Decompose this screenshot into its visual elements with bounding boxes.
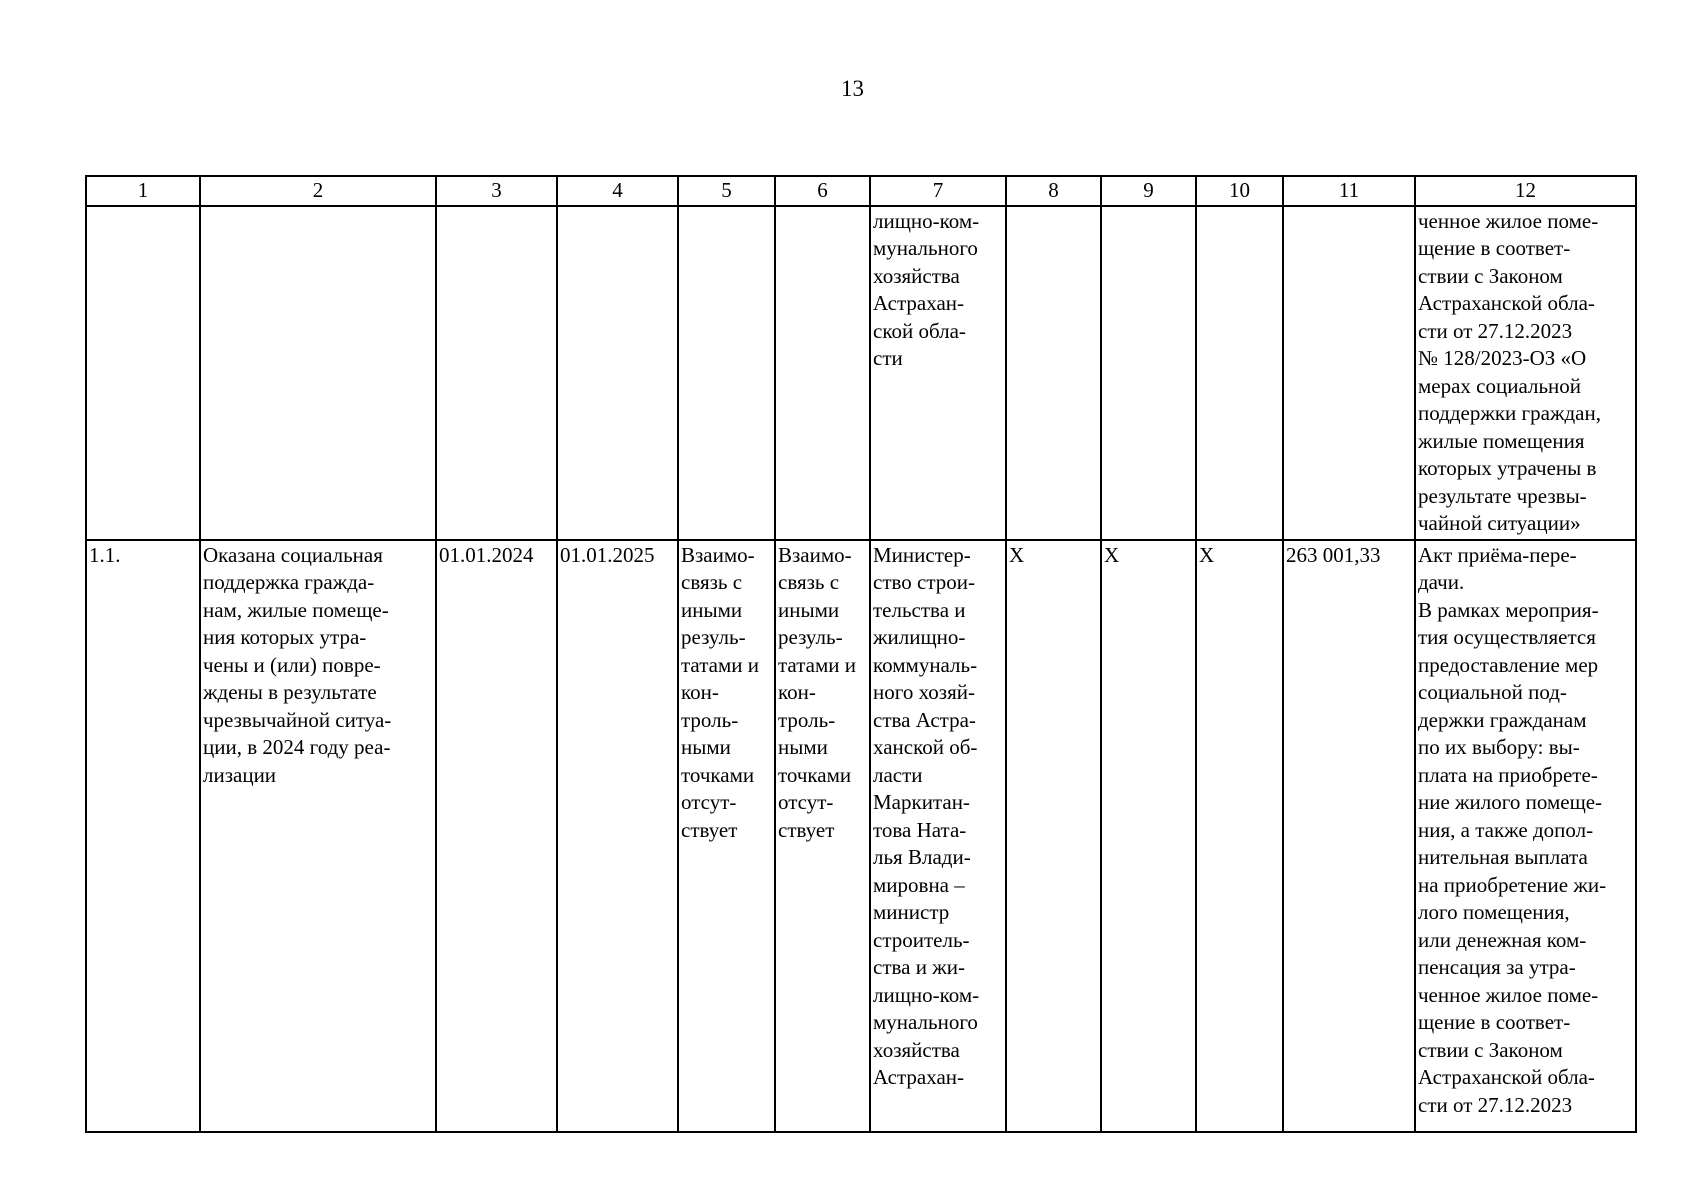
text-line: Оказана социальная — [203, 542, 383, 567]
text-line: иными — [778, 597, 840, 622]
x-mark-cell: X — [1196, 540, 1283, 1132]
text-line: нам, жилые помеще- — [203, 597, 389, 622]
text-line: жилищно- — [873, 625, 966, 649]
column-header: 9 — [1101, 176, 1196, 206]
column-header: 11 — [1283, 176, 1415, 206]
text-line: сти — [873, 346, 903, 370]
text-line: тия осуществляется — [1418, 625, 1596, 649]
text-line: точками — [681, 762, 755, 787]
text-line: ченное жилое поме- — [1418, 208, 1599, 233]
text-line: татами и — [778, 652, 856, 677]
text-line: ние жилого помеще- — [1418, 790, 1603, 814]
text-line: ства и жи- — [873, 955, 965, 979]
text-line: татами и — [681, 652, 759, 677]
table-header-row — [86, 176, 1636, 206]
table-cell — [86, 206, 200, 540]
text-line: Астрахан- — [873, 1065, 964, 1089]
text-line: ния, а также допол- — [1418, 817, 1594, 842]
text-line: лизации — [203, 762, 277, 787]
text-line: отсут- — [681, 790, 737, 814]
text-line: связь с — [681, 570, 743, 594]
responsible-continued-cell — [870, 206, 1006, 540]
table-row-continued — [86, 206, 1636, 540]
x-mark-cell: X — [1101, 540, 1196, 1132]
text-line: поддержка гражда- — [203, 570, 375, 594]
text-line: нительная выплата — [1418, 845, 1588, 869]
column-header: 3 — [436, 176, 557, 206]
text-line: Взаимо- — [681, 542, 755, 567]
text-line: жилые помещения — [1418, 428, 1585, 453]
text-line: резуль- — [778, 625, 843, 649]
table-cell — [1283, 206, 1415, 540]
text-line: кон- — [681, 680, 719, 704]
table-row-1-1 — [86, 540, 1636, 1132]
text-line: щение в соответ- — [1418, 1010, 1571, 1034]
amount-cell: 263 001,33 — [1283, 540, 1415, 1132]
text-line: ными — [681, 735, 731, 759]
note-cell — [1415, 540, 1636, 1132]
text-line: троль- — [778, 707, 836, 732]
text-line: мерах социальной — [1418, 373, 1582, 398]
text-line: Взаимо- — [778, 542, 852, 567]
text-line: на приобретение жи- — [1418, 872, 1607, 897]
text-line: ного хозяй- — [873, 680, 975, 704]
text-line: В рамках мероприя- — [1418, 597, 1599, 622]
text-line: мировна – — [873, 872, 965, 897]
text-line: чены и (или) повре- — [203, 652, 381, 677]
text-line: ствует — [681, 817, 738, 842]
text-line: поддержки граждан, — [1418, 401, 1601, 425]
text-line: Маркитан- — [873, 790, 970, 814]
table-cell — [1006, 206, 1101, 540]
text-line: троль- — [681, 707, 739, 732]
text-line: мунального — [873, 236, 978, 260]
text-line: сти от 27.12.2023 — [1418, 318, 1573, 343]
text-line: Астраханской обла- — [1418, 291, 1595, 315]
text-line: пенсация за утра- — [1418, 955, 1576, 979]
text-line: предоставление мер — [1418, 652, 1599, 677]
table-cell — [200, 206, 436, 540]
column-header: 2 — [200, 176, 436, 206]
text-line: отсут- — [778, 790, 834, 814]
text-line: иными — [681, 597, 743, 622]
end-date-cell: 01.01.2025 — [557, 540, 678, 1132]
text-line: лищно-ком- — [873, 982, 980, 1007]
row-number-cell: 1.1. — [86, 540, 200, 1132]
page-number: 13 — [841, 76, 864, 101]
text-line: хозяйства — [873, 263, 960, 288]
text-line: коммуналь- — [873, 652, 978, 677]
text-line: держки гражданам — [1418, 707, 1587, 732]
text-line: лья Влади- — [873, 845, 971, 869]
column-header: 4 — [557, 176, 678, 206]
text-line: точками — [778, 762, 852, 787]
text-line: плата на приобрете- — [1418, 762, 1598, 787]
text-line: которых утрачены в — [1418, 456, 1597, 480]
text-line: ствует — [778, 817, 835, 842]
text-line: това Ната- — [873, 817, 967, 842]
text-line: строитель- — [873, 927, 970, 952]
relation-cell — [678, 540, 775, 1132]
column-header: 8 — [1006, 176, 1101, 206]
text-line: ство строи- — [873, 570, 976, 594]
column-header: 6 — [775, 176, 870, 206]
text-line: результате чрезвы- — [1418, 483, 1587, 508]
text-line: лого помещения, — [1418, 900, 1570, 924]
text-line: сти от 27.12.2023 — [1418, 1092, 1573, 1117]
text-line: связь с — [778, 570, 840, 594]
text-line: ласти — [873, 762, 923, 787]
text-line: хозяйства — [873, 1037, 960, 1062]
text-line: ствии с Законом — [1418, 263, 1563, 288]
text-line: ченное жилое поме- — [1418, 982, 1599, 1007]
text-line: министр — [873, 900, 950, 924]
text-line: чайной ситуации» — [1418, 511, 1581, 535]
start-date-cell: 01.01.2024 — [436, 540, 557, 1132]
text-line: резуль- — [681, 625, 746, 649]
text-line: чрезвычайной ситуа- — [203, 707, 392, 732]
text-line: ния которых утра- — [203, 625, 367, 649]
note-continued-cell — [1415, 206, 1636, 540]
text-line: ства Астра- — [873, 707, 976, 732]
table-cell — [1196, 206, 1283, 540]
responsible-cell — [870, 540, 1006, 1132]
text-line: ции, в 2024 году реа- — [203, 735, 391, 759]
text-line: Министер- — [873, 542, 971, 567]
text-line: ствии с Законом — [1418, 1037, 1563, 1062]
column-header: 12 — [1415, 176, 1636, 206]
text-line: Астраханской обла- — [1418, 1065, 1595, 1089]
column-header: 7 — [870, 176, 1006, 206]
text-line: лищно-ком- — [873, 208, 980, 233]
table-cell — [775, 206, 870, 540]
text-line: тельства и — [873, 597, 966, 622]
table-cell — [436, 206, 557, 540]
x-mark-cell: X — [1006, 540, 1101, 1132]
text-line: щение в соответ- — [1418, 236, 1571, 260]
text-line: или денежная ком- — [1418, 927, 1587, 952]
text-line: Астрахан- — [873, 291, 964, 315]
text-line: по их выбору: вы- — [1418, 735, 1580, 759]
activities-table — [85, 175, 1637, 1133]
text-line: ской обла- — [873, 318, 966, 343]
text-line: ными — [778, 735, 828, 759]
result-cell — [200, 540, 436, 1132]
table-cell — [1101, 206, 1196, 540]
column-header: 5 — [678, 176, 775, 206]
text-line: мунального — [873, 1010, 978, 1034]
text-line: кон- — [778, 680, 816, 704]
relation-cell — [775, 540, 870, 1132]
table-cell — [678, 206, 775, 540]
text-line: дачи. — [1418, 570, 1465, 594]
text-line: Акт приёма-пере- — [1418, 542, 1577, 567]
column-header: 1 — [86, 176, 200, 206]
text-line: ханской об- — [873, 735, 978, 759]
table-cell — [557, 206, 678, 540]
text-line: № 128/2023-ОЗ «О — [1418, 346, 1587, 370]
column-header: 10 — [1196, 176, 1283, 206]
text-line: ждены в результате — [203, 680, 377, 704]
text-line: социальной под- — [1418, 680, 1567, 704]
